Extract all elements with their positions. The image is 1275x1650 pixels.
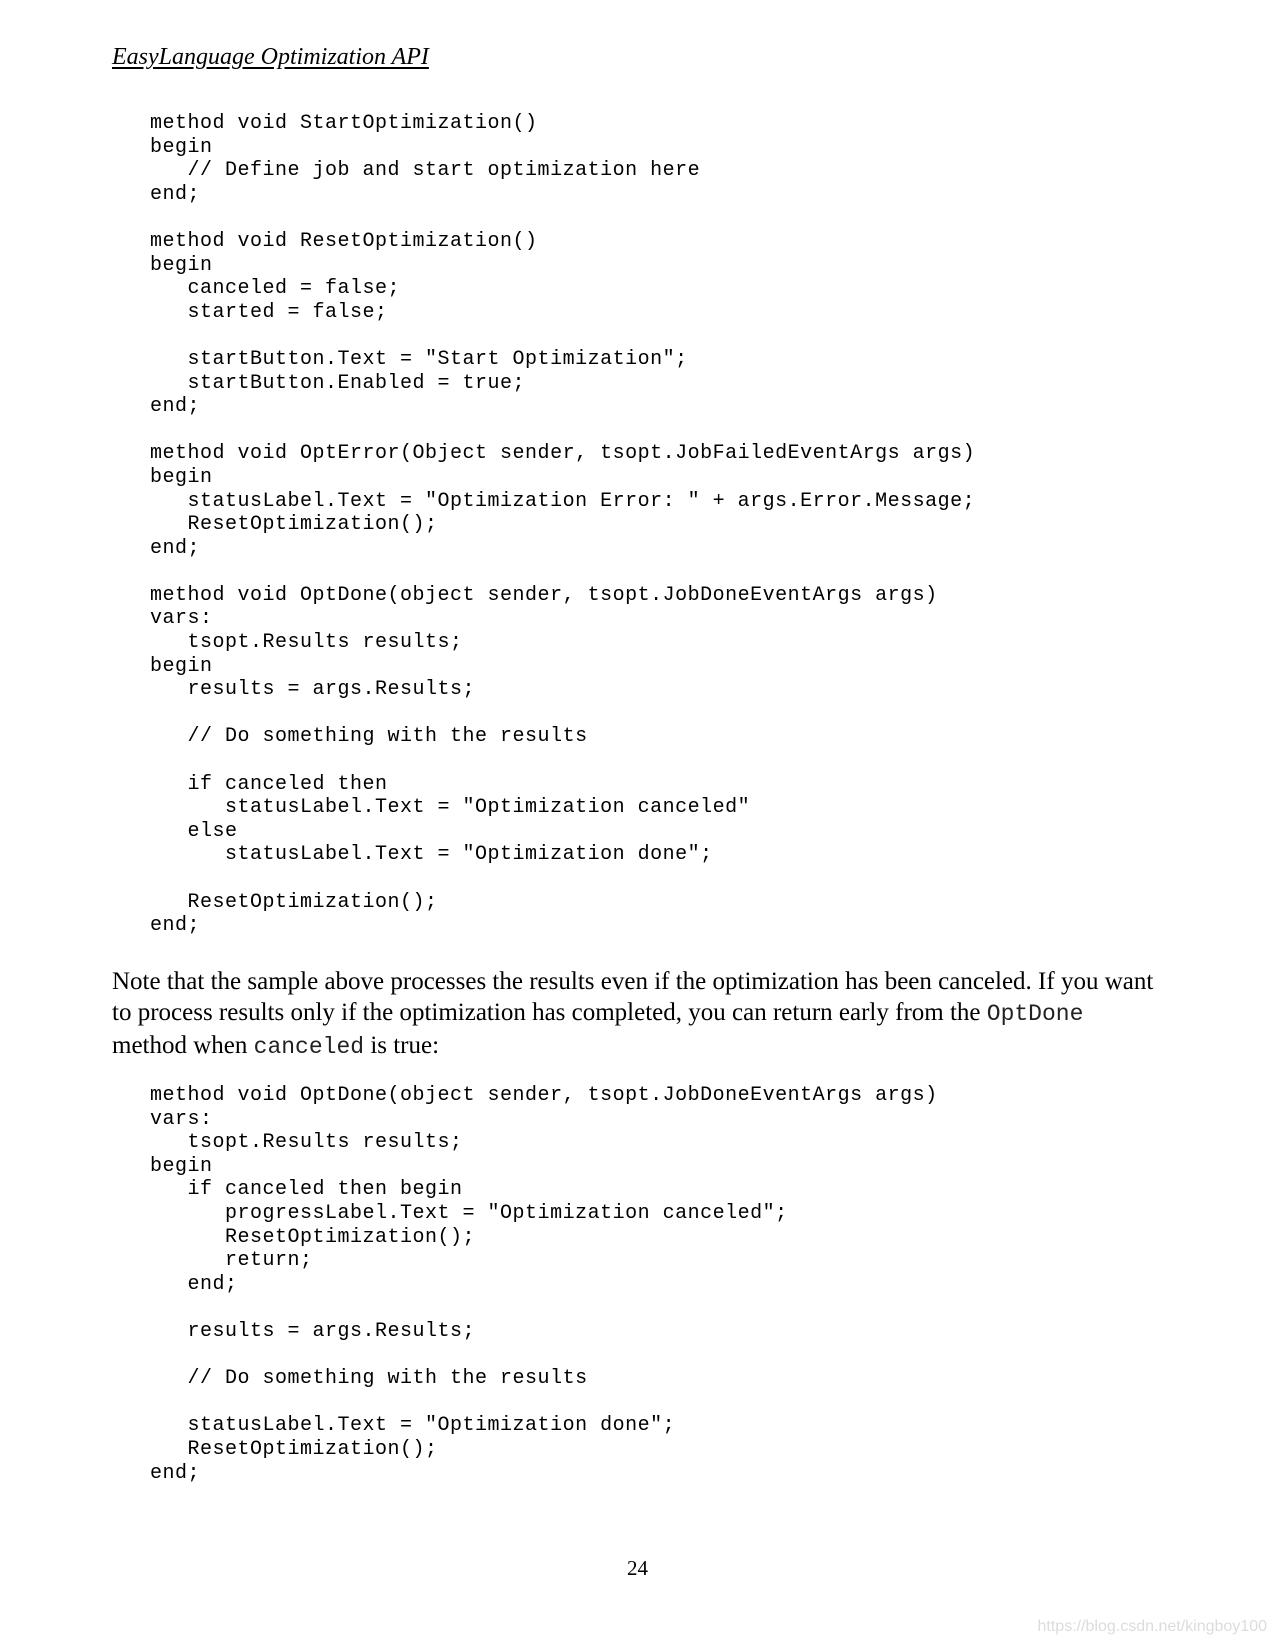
code-line: begin: [150, 1154, 213, 1178]
code-line: statusLabel.Text = "Optimization canceled": [150, 796, 751, 820]
code-line: [150, 419, 975, 443]
code-line: progressLabel.Text = "Optimization canceled";: [150, 1201, 788, 1225]
code-line: statusLabel.Text = "Optimization done";: [150, 843, 713, 867]
code-line: statusLabel.Text = "Optimization done";: [150, 1414, 676, 1438]
code-line: [150, 867, 975, 891]
code-line: ResetOptimization();: [150, 1225, 476, 1249]
inline-code-optdone: OptDone: [986, 1001, 1084, 1027]
code-line: [150, 560, 975, 584]
code-line: [150, 749, 975, 773]
code-line: // Do something with the results: [150, 725, 588, 749]
page-number: 24: [627, 1556, 648, 1580]
code-line: method void ResetOptimization(): [150, 229, 538, 253]
code-line: if canceled then: [150, 772, 388, 796]
explanatory-note: [112, 966, 1162, 1063]
code-line: vars:: [150, 607, 213, 631]
code-line: else: [150, 819, 238, 843]
note-line-2-text: to process results only if the optimization has completed, you can return early from the: [112, 999, 987, 1026]
code-line: results = args.Results;: [150, 1319, 476, 1343]
code-line: method void OptDone(object sender, tsopt.JobDoneEventArgs args): [150, 583, 938, 607]
note-line-3-text-after: is true:: [364, 1032, 440, 1059]
code-line: begin: [150, 654, 213, 678]
code-line: started = false;: [150, 300, 388, 324]
inline-code-canceled: canceled: [253, 1034, 365, 1060]
code-block-optimization-methods: [150, 112, 975, 938]
code-line: end;: [150, 395, 201, 419]
code-block-optdone-early-return: [150, 1084, 938, 1485]
note-line-3: [112, 1030, 1162, 1063]
code-line: method void StartOptimization(): [150, 112, 538, 135]
code-line: if canceled then begin: [150, 1178, 463, 1202]
code-line: end;: [150, 1272, 238, 1296]
code-line: [150, 324, 975, 348]
note-line-3-text-before: method when: [112, 1032, 254, 1059]
code-line: return;: [150, 1249, 313, 1273]
code-line: // Do something with the results: [150, 1367, 588, 1391]
code-line: begin: [150, 465, 213, 489]
code-line: begin: [150, 253, 213, 277]
code-line: [150, 1344, 938, 1368]
code-line: startButton.Text = "Start Optimization";: [150, 347, 688, 371]
code-line: // Define job and start optimization here: [150, 159, 701, 183]
code-line: end;: [150, 536, 201, 560]
code-line: method void OptError(Object sender, tsopt.JobFailedEventArgs args): [150, 442, 976, 466]
code-line: [150, 206, 975, 230]
code-line: startButton.Enabled = true;: [150, 371, 526, 395]
code-line: [150, 1296, 938, 1320]
code-line: tsopt.Results results;: [150, 1131, 463, 1155]
code-line: end;: [150, 1461, 201, 1485]
code-line: [150, 1391, 938, 1415]
code-line: ResetOptimization();: [150, 1437, 438, 1461]
code-line: canceled = false;: [150, 277, 401, 301]
note-line-2: [112, 997, 1162, 1030]
code-line: begin: [150, 135, 213, 159]
code-line: method void OptDone(object sender, tsopt.JobDoneEventArgs args): [150, 1084, 938, 1107]
page-header-title: EasyLanguage Optimization API: [112, 44, 429, 70]
code-line: vars:: [150, 1107, 213, 1131]
code-line: results = args.Results;: [150, 678, 476, 702]
code-line: end;: [150, 914, 201, 938]
code-line: statusLabel.Text = "Optimization Error: " + args.Error.Message;: [150, 489, 976, 513]
code-line: [150, 702, 975, 726]
code-line: ResetOptimization();: [150, 890, 438, 914]
code-line: end;: [150, 182, 201, 206]
watermark-url: https://blog.csdn.net/kingboy100: [1037, 1618, 1267, 1635]
note-line-1: Note that the sample above processes the results even if the optimization has been canceled. If you want: [112, 968, 1154, 995]
code-line: tsopt.Results results;: [150, 631, 463, 655]
code-line: ResetOptimization();: [150, 513, 438, 537]
